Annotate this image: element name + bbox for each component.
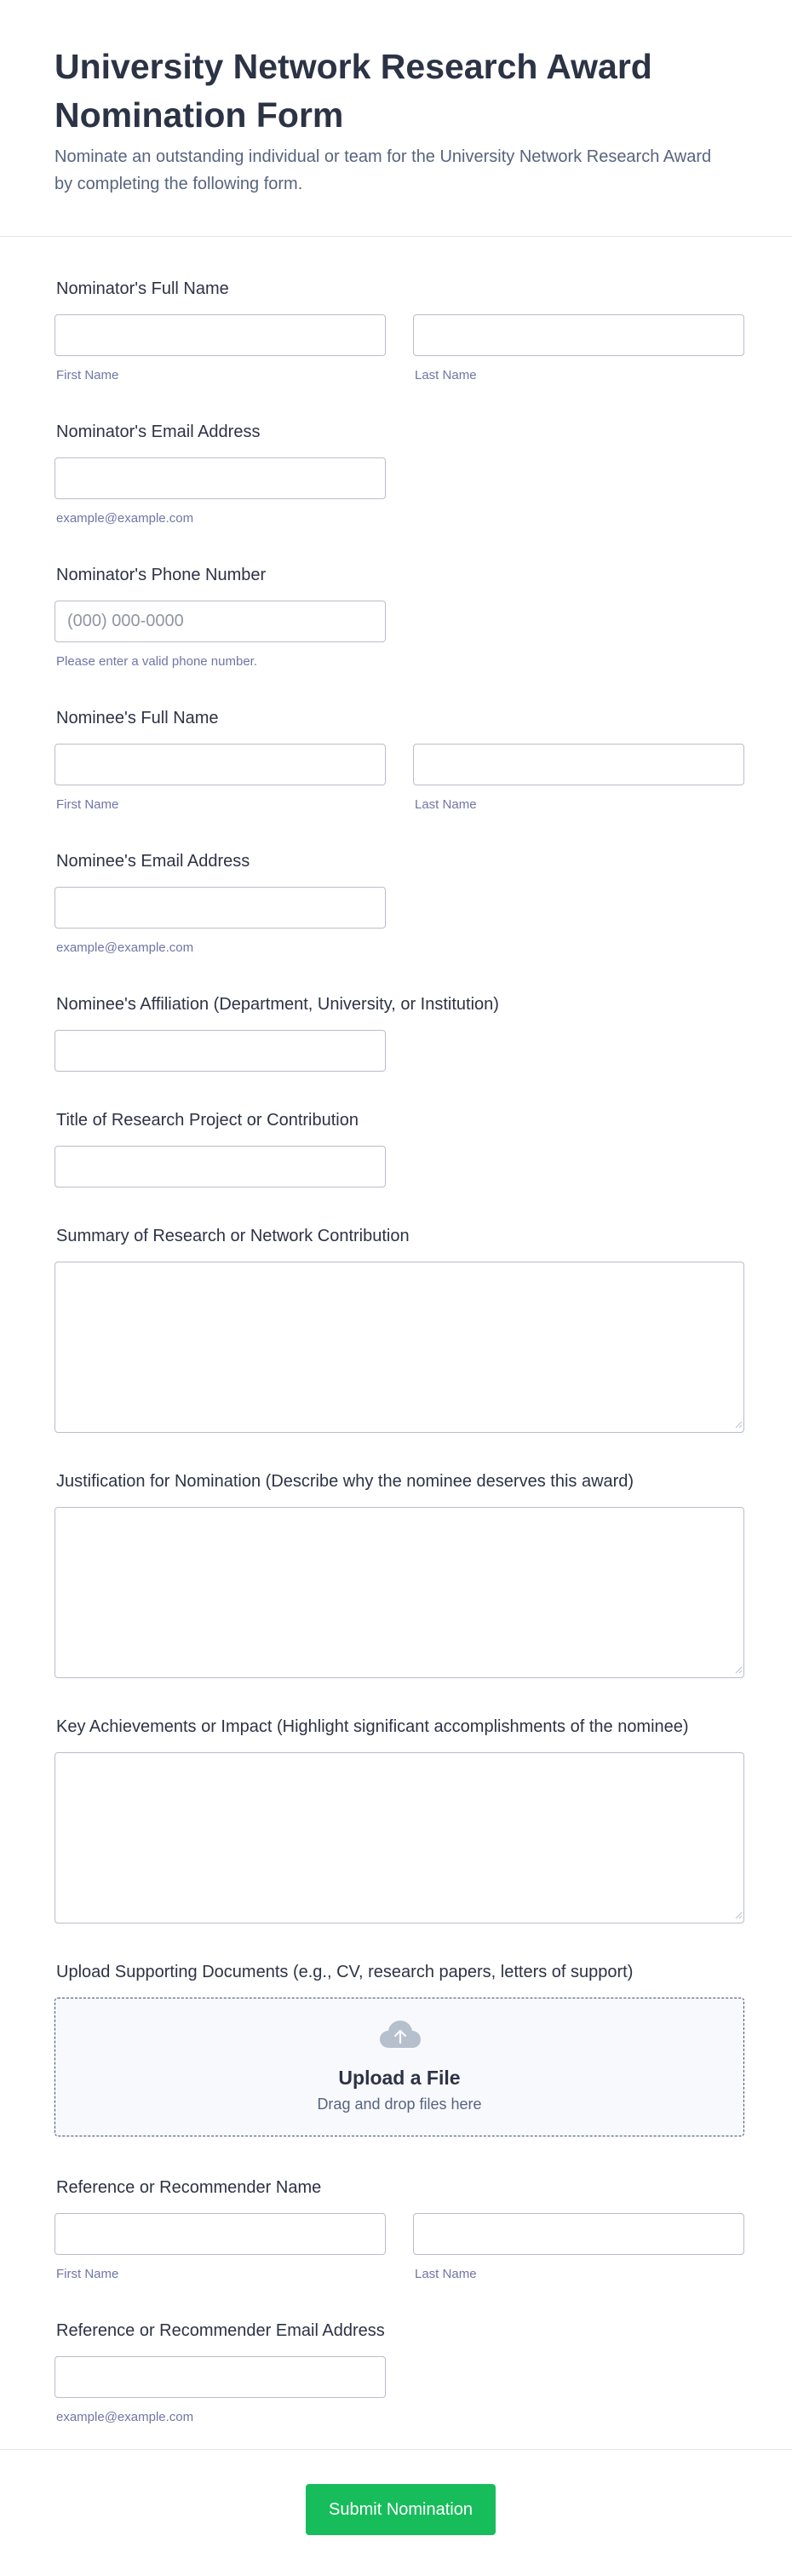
summary-label: Summary of Research or Network Contribution [56,1227,410,1245]
upload-field [55,1962,744,2141]
research-title-label: Title of Research Project or Contribution [56,1111,359,1130]
nominee-last-name-input[interactable] [413,744,744,785]
nominator-email-input[interactable] [55,457,386,499]
nominator-name-field [55,279,744,389]
achievements-field [55,1716,744,1925]
form-header [0,0,792,237]
summary-field [55,1226,744,1435]
file-upload-dropzone[interactable] [55,1998,744,2136]
nominee-affiliation-label: Nominee's Affiliation (Department, University, or Institution) [56,995,499,1014]
last-name-sublabel: Last Name [415,368,477,382]
first-name-sublabel: First Name [56,2267,119,2281]
reference-name-label: Reference or Recommender Name [56,2178,322,2197]
reference-email-field [55,2320,744,2431]
achievements-label: Key Achievements or Impact (Highlight significant accomplishments of the nominee) [56,1717,689,1736]
upload-title: Upload a File [338,2067,461,2089]
nominator-phone-field [55,565,744,676]
justification-field [55,1471,744,1680]
justification-textarea[interactable] [55,1507,744,1678]
nominee-first-name-input[interactable] [55,744,386,785]
last-name-sublabel: Last Name [415,2267,477,2281]
submit-nomination-button[interactable]: Submit Nomination [306,2484,496,2535]
upload-subtitle: Drag and drop files here [317,2096,482,2113]
nominee-email-input[interactable] [55,887,386,929]
cloud-upload-icon [379,2019,422,2050]
justification-label: Justification for Nomination (Describe why the nominee deserves this award) [56,1472,634,1491]
reference-last-name-input[interactable] [413,2213,744,2255]
first-name-sublabel: First Name [56,368,119,382]
nominator-phone-label: Nominator's Phone Number [56,566,267,584]
nominee-affiliation-field [55,994,744,1075]
nominee-name-field [55,708,744,819]
email-sublabel: example@example.com [56,511,194,526]
resize-handle-icon[interactable] [734,1911,743,1919]
upload-label: Upload Supporting Documents (e.g., CV, research papers, letters of support) [56,1963,634,1981]
first-name-sublabel: First Name [56,797,119,812]
summary-textarea[interactable] [55,1262,744,1433]
resize-handle-icon[interactable] [734,1420,743,1429]
form-title: University Network Research Award Nomination Form [55,47,652,135]
nominee-name-label: Nominee's Full Name [56,709,219,727]
nominator-phone-input[interactable] [55,601,386,642]
reference-email-input[interactable] [55,2356,386,2398]
phone-sublabel: Please enter a valid phone number. [56,654,257,669]
research-title-field [55,1110,744,1191]
form-footer [0,2449,792,2576]
nominee-email-field [55,851,744,962]
last-name-sublabel: Last Name [415,797,477,812]
nominee-affiliation-input[interactable] [55,1030,386,1072]
reference-email-label: Reference or Recommender Email Address [56,2321,385,2340]
nominator-email-field [55,422,744,532]
achievements-textarea[interactable] [55,1752,744,1923]
nominee-email-label: Nominee's Email Address [56,852,250,871]
email-sublabel: example@example.com [56,2410,194,2424]
nominator-first-name-input[interactable] [55,314,386,356]
nominator-name-label: Nominator's Full Name [56,279,229,298]
research-title-input[interactable] [55,1146,386,1187]
resize-handle-icon[interactable] [734,1665,743,1674]
nominator-last-name-input[interactable] [413,314,744,356]
form-description: Nominate an outstanding individual or team for the University Network Research Award by completing the following form. [55,147,712,193]
email-sublabel: example@example.com [56,940,194,955]
reference-first-name-input[interactable] [55,2213,386,2255]
nominator-email-label: Nominator's Email Address [56,423,261,441]
reference-name-field [55,2177,744,2288]
